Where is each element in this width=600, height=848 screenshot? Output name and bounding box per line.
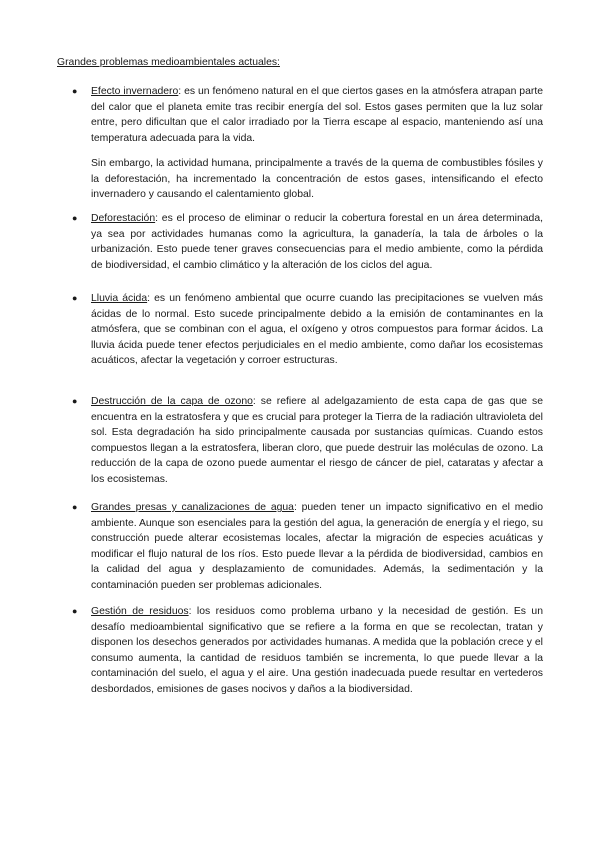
bullet-icon: ●: [72, 396, 78, 406]
item-text: : es el proceso de eliminar o reducir la cobertura forestal en un área determinada, ya sea por actividades humanas como la agricultura, la ganadería, la tala de árboles o la urbanización. Esto puede tener graves consecuencias para el medio ambiente, como la pérdida de biodiversidad, el cambio climático y la alteración de los ciclos del agua.: [91, 213, 543, 271]
item-extra-paragraph: Sin embargo, la actividad humana, principalmente a través de la quema de combustibles fósiles y la deforestación, ha incrementado la concentración de estos gases, intensificando el efecto invernadero y causando el calentamiento global.: [91, 158, 543, 201]
item-paragraph: [91, 500, 543, 594]
item-term: Lluvia ácida: [91, 293, 148, 304]
item-text: : es un fenómeno natural en el que ciertos gases en la atmósfera atrapan parte del calor que el planeta emite tras recibir energía del sol. Estos gases permiten que la luz solar entre, pero dificultan que el calor irradiado por la Tierra escape al espacio, manteniendo así una temperatura adecuada para la vida.: [91, 86, 543, 144]
item-term: Efecto invernadero: [91, 86, 179, 97]
item-term: Destrucción de la capa de ozono: [91, 396, 253, 407]
item-text: : se refiere al adelgazamiento de esta capa de gas que se encuentra en la estratosfera y que es crucial para proteger la Tierra de la radiación ultravioleta del sol. Esta degradación ha sido principalmente causada por sustancias químicas. Cuando estos compuestos llegan a la estratosfera, liberan cloro, que puede destruir las moléculas de ozono. La reducción de la capa de ozono puede aumentar el riesgo de cáncer de piel, cataratas y afectar a los ecosistemas.: [91, 396, 543, 485]
item-term: Deforestación: [91, 213, 156, 224]
item-paragraph: [91, 291, 543, 369]
item-paragraph: [91, 604, 543, 698]
item-term: Grandes presas y canalizaciones de agua: [91, 502, 294, 513]
bullet-icon: ●: [72, 213, 78, 223]
item-paragraph: [91, 394, 543, 488]
item-text: : es un fenómeno ambiental que ocurre cuando las precipitaciones se vuelven más ácidas de lo normal. Esto sucede principalmente debido a la emisión de contaminantes en la atmósfera, que se combinan con el agua, el oxígeno y otros compuestos para formar ácidos. La lluvia ácida puede tener efectos perjudiciales en el medio ambiente, como dañar los ecosistemas acuáticos, afectar la vegetación y corroer estructuras.: [91, 293, 543, 367]
item-term: Gestión de residuos: [91, 606, 189, 617]
item-text: : los residuos como problema urbano y la necesidad de gestión. Es un desafío medioambiental significativo que se refiere a la forma en que se recolectan, tratan y disponen los desechos generados por actividades humanas. A medida que la población crece y el consumo aumenta, la cantidad de residuos también se incrementa, lo que puede llevar a la contaminación del suelo, el agua y el aire. Una gestión inadecuada puede resultar en vertederos desbordados, emisiones de gases nocivos y daños a la biodiversidad.: [91, 606, 543, 695]
bullet-icon: ●: [72, 606, 78, 616]
item-paragraph: [91, 211, 543, 273]
bullet-icon: ●: [72, 502, 78, 512]
bullet-icon: ●: [72, 293, 78, 303]
item-paragraph: [91, 84, 543, 146]
item-text: : pueden tener un impacto significativo en el medio ambiente. Aunque son esenciales para la gestión del agua, la generación de energía y el riego, su construcción puede alterar ecosistemas locales, afectar la migración de especies acuáticas y modificar el flujo natural de los ríos. Esto puede llevar a la pérdida de biodiversidad, cambios en la calidad del agua y desplazamiento de comunidades. Además, la sedimentación y la contaminación pueden ser problemas adicionales.: [91, 502, 543, 591]
bullet-icon: ●: [72, 86, 78, 96]
document-title: Grandes problemas medioambientales actuales:: [57, 57, 280, 68]
